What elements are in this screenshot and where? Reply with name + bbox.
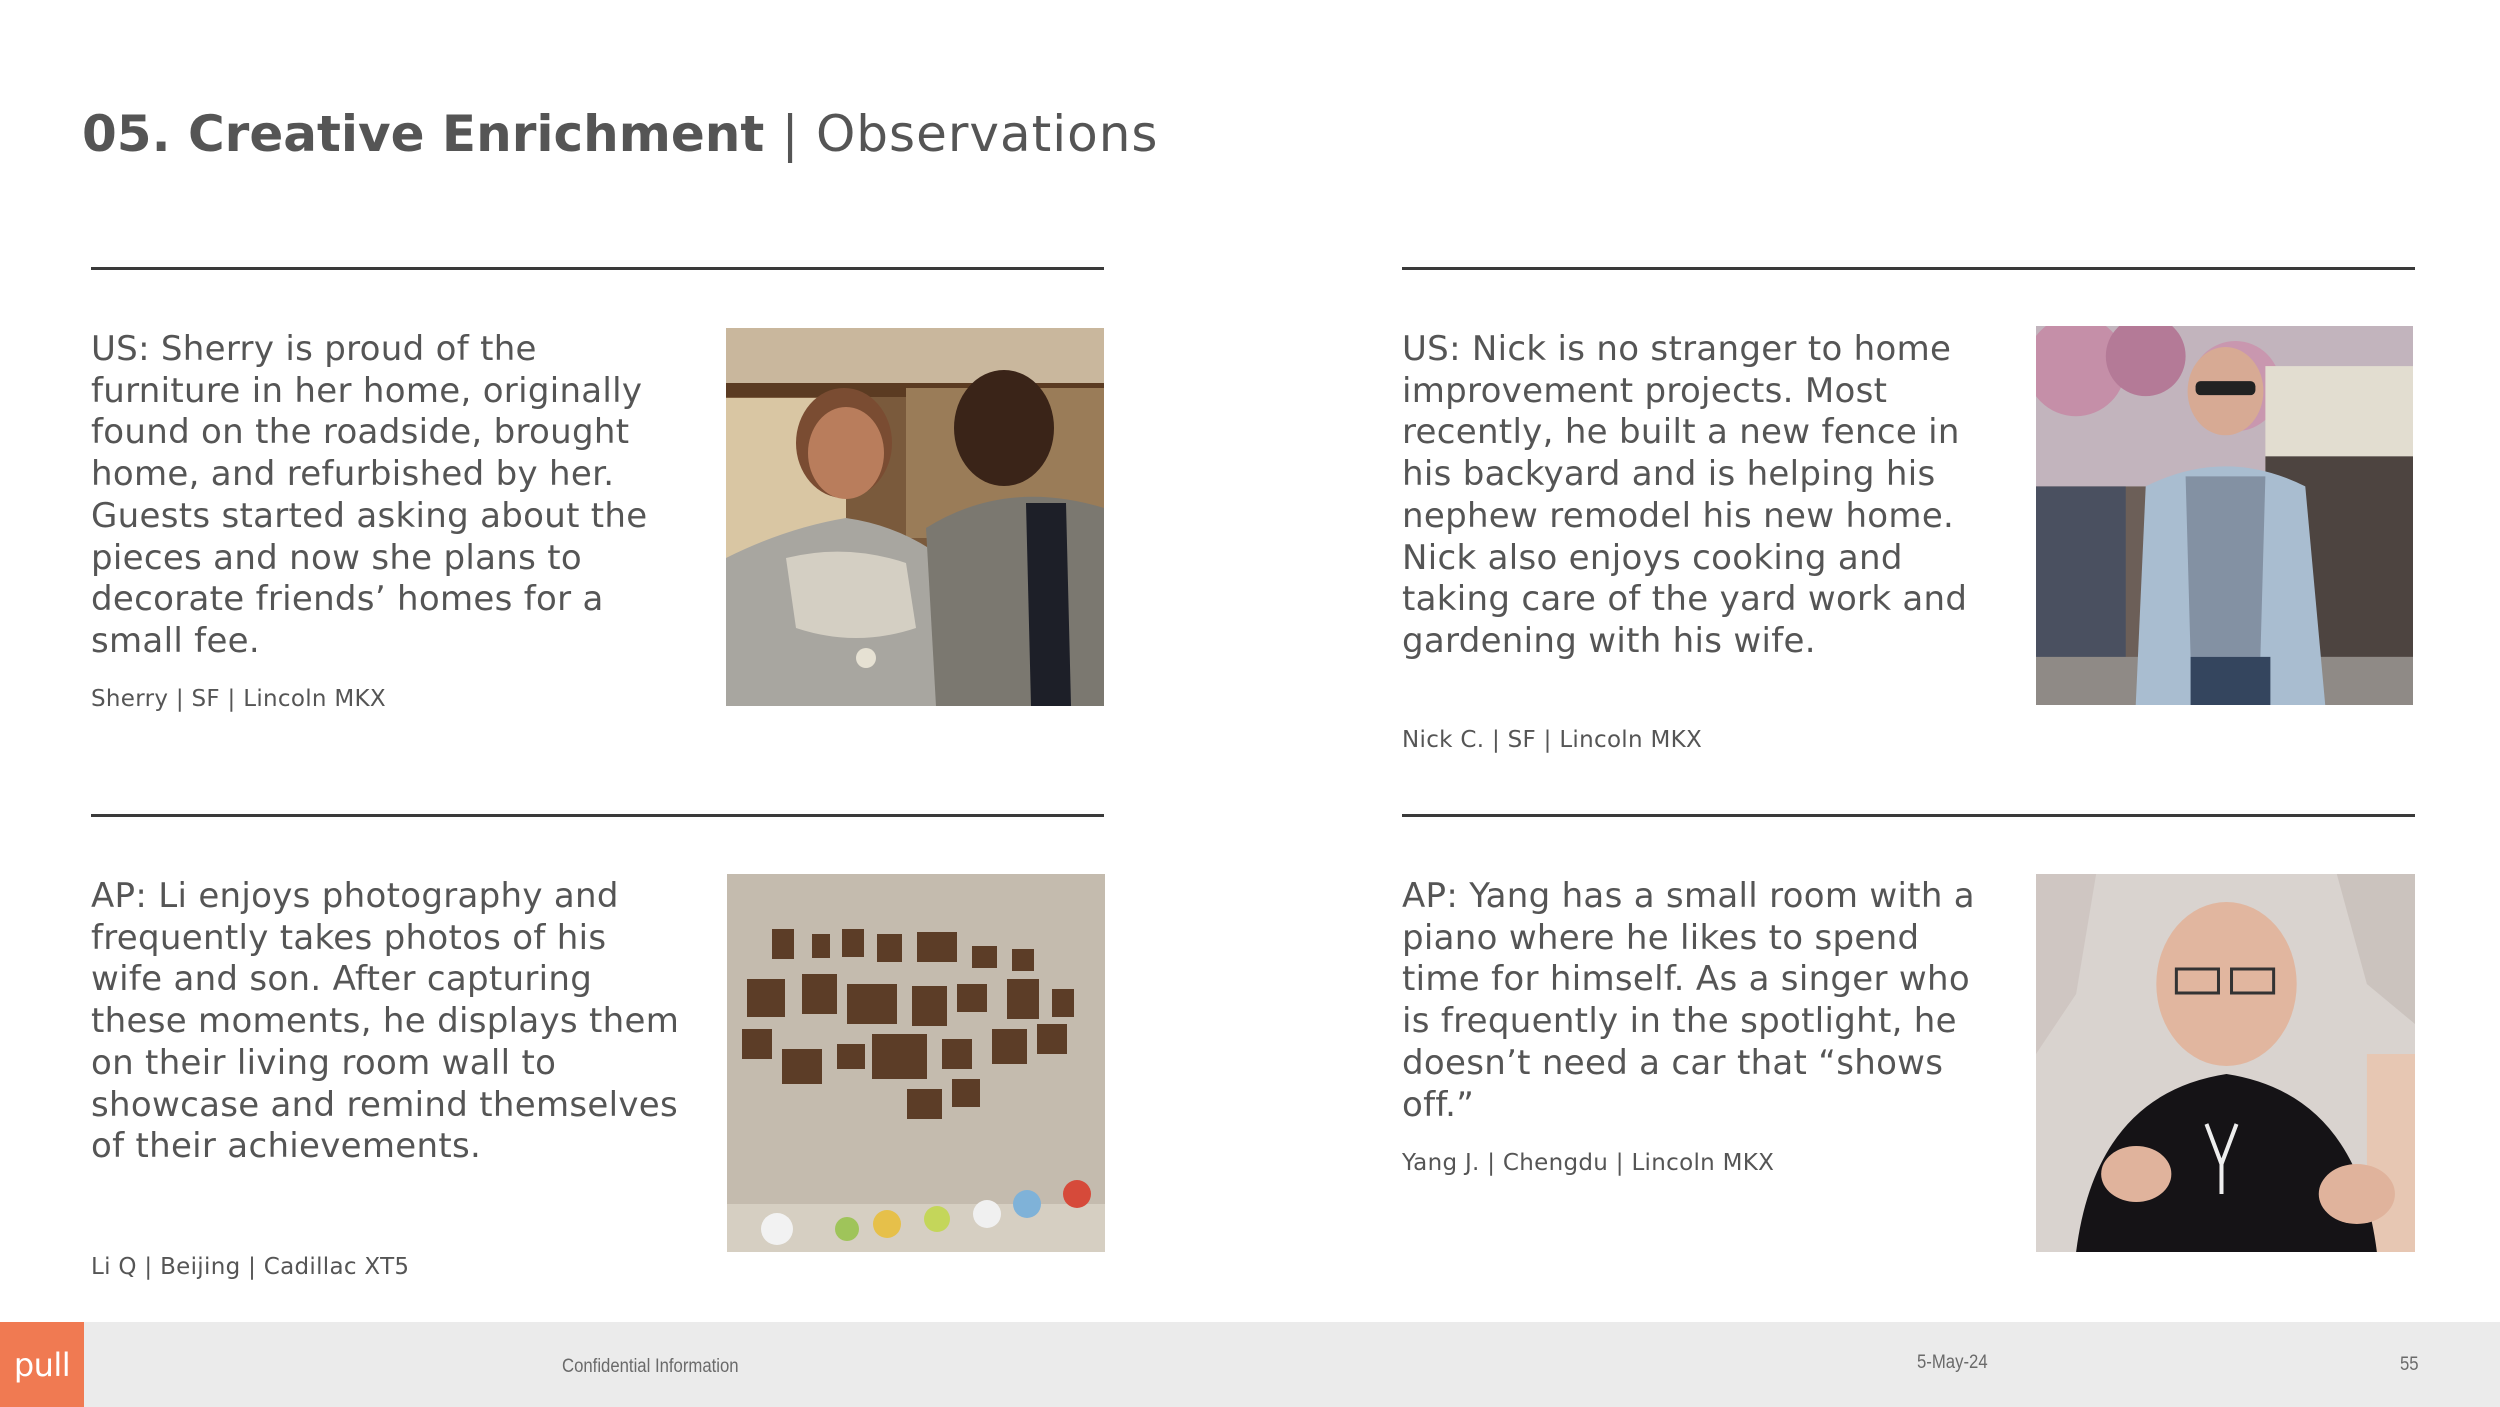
card-divider (91, 814, 1104, 817)
observation-quote: AP: Li enjoys photography and frequently takes photos of his wife and son. After capturing these moments, he displays them on their living room wall to showcase and remind themselves of their achievements. (91, 876, 680, 1167)
card-divider (1402, 267, 2415, 270)
pull-logo-text: pull (13, 1345, 71, 1384)
observation-caption: Nick C. | SF | Lincoln MKX (1402, 727, 1703, 753)
observation-card-yang (1402, 814, 2415, 1289)
card-divider (91, 267, 1104, 270)
card-divider (1402, 814, 2415, 817)
slide-title-separator: | (781, 105, 799, 163)
man-speaking-photo (2036, 874, 2415, 1252)
man-in-backyard-photo (2036, 326, 2413, 705)
observation-card-nick (1402, 267, 2415, 767)
observation-caption: Li Q | Beijing | Cadillac XT5 (91, 1254, 410, 1280)
confidential-label: Confidential Information (562, 1356, 739, 1377)
observation-card-li (91, 814, 1104, 1289)
slide-title (82, 104, 1158, 164)
footer-date: 5-May-24 (1917, 1352, 1988, 1373)
observation-caption: Sherry | SF | Lincoln MKX (91, 686, 386, 712)
footer (0, 1322, 2500, 1407)
observation-card-sherry (91, 267, 1104, 727)
photo-wall-photo (727, 874, 1105, 1252)
pull-logo (0, 1322, 84, 1407)
slide-title-section: 05. Creative Enrichment (82, 105, 765, 163)
observation-quote: US: Nick is no stranger to home improvement projects. Most recently, he built a new fence in his backyard and is helping his nephew remodel his new home. Nick also enjoys cooking and taking care of the yard work and gardening with his wife. (1402, 329, 1968, 661)
observation-quote: AP: Yang has a small room with a piano where he likes to spend time for himself. As a singer who is frequently in the spotlight, he doesn’t need a car that “shows off.” (1402, 876, 1975, 1125)
slide-title-subtitle: Observations (815, 105, 1159, 163)
page-number: 55 (2400, 1354, 2419, 1375)
observation-caption: Yang J. | Chengdu | Lincoln MKX (1402, 1150, 1775, 1176)
couple-photo (726, 328, 1104, 706)
observation-quote: US: Sherry is proud of the furniture in her home, originally found on the roadside, brought home, and refurbished by her. Guests started asking about the pieces and now she plans to decorate friends’ homes for a small fee. (91, 329, 648, 661)
